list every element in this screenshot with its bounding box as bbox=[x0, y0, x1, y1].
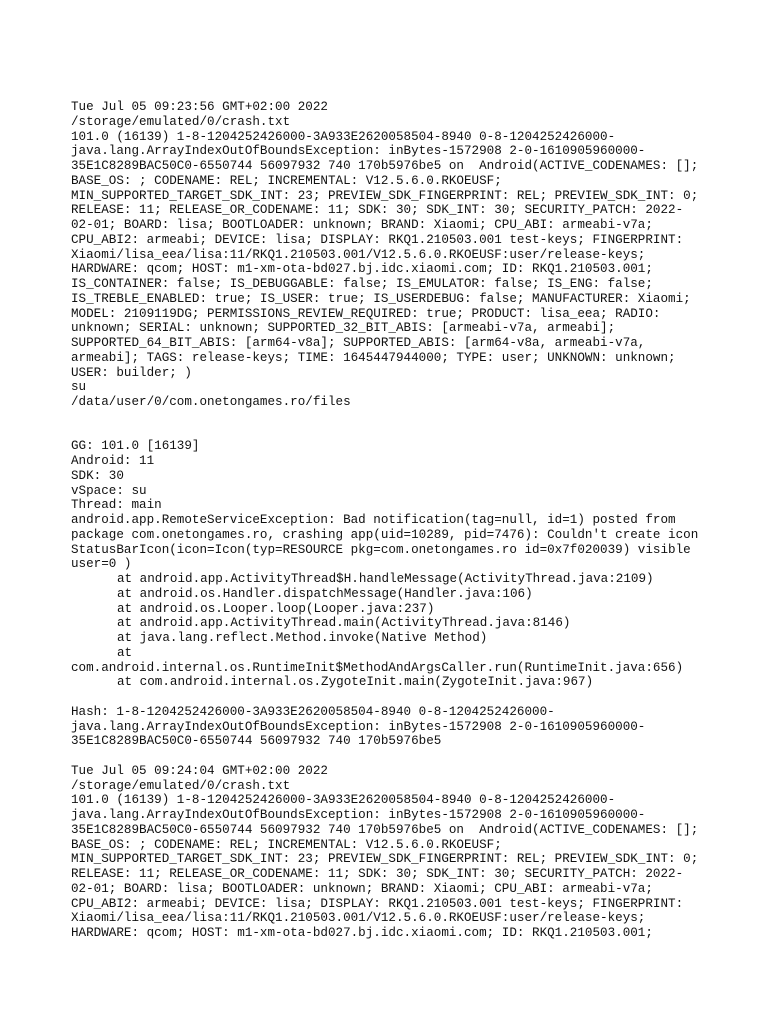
log-line: MIN_SUPPORTED_TARGET_SDK_INT: 23; PREVIEW_SDK_FINGERPRINT: REL; PREVIEW_SDK_INT: 0; bbox=[71, 852, 699, 867]
log-line: RELEASE: 11; RELEASE_OR_CODENAME: 11; SDK: 30; SDK_INT: 30; SECURITY_PATCH: 2022- bbox=[71, 203, 684, 218]
log-line: IS_TREBLE_ENABLED: true; IS_USER: true; IS_USERDEBUG: false; MANUFACTURER: Xiaomi; bbox=[71, 291, 691, 306]
log-line: GG: 101.0 [16139] bbox=[71, 439, 200, 454]
log-line: CPU_ABI2: armeabi; DEVICE: lisa; DISPLAY: RKQ1.210503.001 test-keys; FINGERPRINT: bbox=[71, 896, 684, 911]
log-line: at android.os.Handler.dispatchMessage(Handler.java:106) bbox=[117, 586, 533, 601]
log-line: RELEASE: 11; RELEASE_OR_CODENAME: 11; SDK: 30; SDK_INT: 30; SECURITY_PATCH: 2022- bbox=[71, 867, 684, 881]
log-line: Thread: main bbox=[71, 498, 162, 513]
blank-line bbox=[71, 749, 761, 764]
log-line: 101.0 (16139) 1-8-1204252426000-3A933E2620058504-8940 0-8-1204252426000- bbox=[71, 793, 616, 808]
log-line: armeabi]; TAGS: release-keys; TIME: 1645447944000; TYPE: user; UNKNOWN: unknown; bbox=[71, 350, 676, 365]
log-line: 101.0 (16139) 1-8-1204252426000-3A933E2620058504-8940 0-8-1204252426000- bbox=[71, 129, 616, 144]
log-line: 35E1C8289BAC50C0-6550744 56097932 740 170b5976be5 on Android(ACTIVE_CODENAMES: []; bbox=[71, 159, 699, 173]
log-line: 02-01; BOARD: lisa; BOOTLOADER: unknown; BRAND: Xiaomi; CPU_ABI: armeabi-v7a; bbox=[71, 881, 653, 896]
log-line: at android.app.ActivityThread$H.handleMessage(ActivityThread.java:2109) bbox=[117, 572, 654, 586]
log-line: HARDWARE: qcom; HOST: m1-xm-ota-bd027.bj.idc.xiaomi.com; ID: RKQ1.210503.001; bbox=[71, 262, 653, 277]
log-line: StatusBarIcon(icon=Icon(typ=RESOURCE pkg=com.onetongames.ro id=0x7f020039) visible bbox=[71, 542, 691, 557]
log-line: java.lang.ArrayIndexOutOfBoundsException: inBytes-1572908 2-0-1610905960000- bbox=[71, 808, 646, 822]
log-line: at java.lang.reflect.Method.invoke(Native Method) bbox=[117, 631, 488, 645]
crash-log-text bbox=[71, 100, 761, 941]
log-line: SUPPORTED_64_BIT_ABIS: [arm64-v8a]; SUPPORTED_ABIS: [arm64-v8a, armeabi-v7a, bbox=[71, 336, 646, 350]
blank-line bbox=[71, 690, 761, 705]
log-line: at android.app.ActivityThread.main(ActivityThread.java:8146) bbox=[117, 616, 571, 631]
blank-line bbox=[71, 425, 761, 440]
log-line: Xiaomi/lisa_eea/lisa:11/RKQ1.210503.001/V12.5.6.0.RKOEUSF:user/release-keys; bbox=[71, 247, 646, 262]
log-line: /data/user/0/com.onetongames.ro/files bbox=[71, 395, 351, 409]
log-line: vSpace: su bbox=[71, 483, 147, 498]
log-line: /storage/emulated/0/crash.txt bbox=[71, 114, 291, 129]
log-line: at com.android.internal.os.ZygoteInit.main(ZygoteInit.java:967) bbox=[117, 675, 594, 690]
log-line: /storage/emulated/0/crash.txt bbox=[71, 778, 291, 793]
log-line: MIN_SUPPORTED_TARGET_SDK_INT: 23; PREVIEW_SDK_FINGERPRINT: REL; PREVIEW_SDK_INT: 0; bbox=[71, 188, 699, 203]
log-line: CPU_ABI2: armeabi; DEVICE: lisa; DISPLAY: RKQ1.210503.001 test-keys; FINGERPRINT: bbox=[71, 232, 684, 247]
log-line: SDK: 30 bbox=[71, 468, 124, 483]
log-line: 35E1C8289BAC50C0-6550744 56097932 740 170b5976be5 on Android(ACTIVE_CODENAMES: []; bbox=[71, 822, 699, 837]
log-line: BASE_OS: ; CODENAME: REL; INCREMENTAL: V12.5.6.0.RKOEUSF; bbox=[71, 837, 502, 852]
log-line: Tue Jul 05 09:24:04 GMT+02:00 2022 bbox=[71, 763, 328, 778]
blank-line bbox=[71, 410, 761, 425]
log-line: 35E1C8289BAC50C0-6550744 56097932 740 170b5976be5 bbox=[71, 734, 442, 749]
log-line: MODEL: 2109119DG; PERMISSIONS_REVIEW_REQUIRED: true; PRODUCT: lisa_eea; RADIO: bbox=[71, 306, 661, 321]
log-line: android.app.RemoteServiceException: Bad notification(tag=null, id=1) posted from bbox=[71, 513, 676, 527]
log-line: 02-01; BOARD: lisa; BOOTLOADER: unknown; BRAND: Xiaomi; CPU_ABI: armeabi-v7a; bbox=[71, 218, 653, 232]
log-line: Xiaomi/lisa_eea/lisa:11/RKQ1.210503.001/V12.5.6.0.RKOEUSF:user/release-keys; bbox=[71, 911, 646, 926]
log-line: unknown; SERIAL: unknown; SUPPORTED_32_BIT_ABIS: [armeabi-v7a, armeabi]; bbox=[71, 321, 616, 336]
log-line: IS_CONTAINER: false; IS_DEBUGGABLE: false; IS_EMULATOR: false; IS_ENG: false; bbox=[71, 277, 653, 291]
log-line: package com.onetongames.ro, crashing app(uid=10289, pid=7476): Couldn't create icon bbox=[71, 527, 699, 542]
log-line: USER: builder; ) bbox=[71, 365, 192, 380]
log-line: su bbox=[71, 380, 87, 395]
log-line: BASE_OS: ; CODENAME: REL; INCREMENTAL: V12.5.6.0.RKOEUSF; bbox=[71, 173, 502, 188]
log-line: user=0 ) bbox=[71, 557, 132, 572]
log-line: java.lang.ArrayIndexOutOfBoundsException: inBytes-1572908 2-0-1610905960000- bbox=[71, 144, 646, 159]
log-line: Android: 11 bbox=[71, 454, 155, 468]
log-line: HARDWARE: qcom; HOST: m1-xm-ota-bd027.bj.idc.xiaomi.com; ID: RKQ1.210503.001; bbox=[71, 926, 653, 940]
log-line: java.lang.ArrayIndexOutOfBoundsException: inBytes-1572908 2-0-1610905960000- bbox=[71, 719, 646, 734]
log-line: at bbox=[117, 645, 133, 660]
log-line: Hash: 1-8-1204252426000-3A933E2620058504-8940 0-8-1204252426000- bbox=[71, 704, 555, 719]
log-line: at android.os.Looper.loop(Looper.java:237) bbox=[117, 601, 435, 616]
log-line: com.android.internal.os.RuntimeInit$MethodAndArgsCaller.run(RuntimeInit.java:656) bbox=[71, 660, 684, 675]
log-line: Tue Jul 05 09:23:56 GMT+02:00 2022 bbox=[71, 100, 328, 114]
